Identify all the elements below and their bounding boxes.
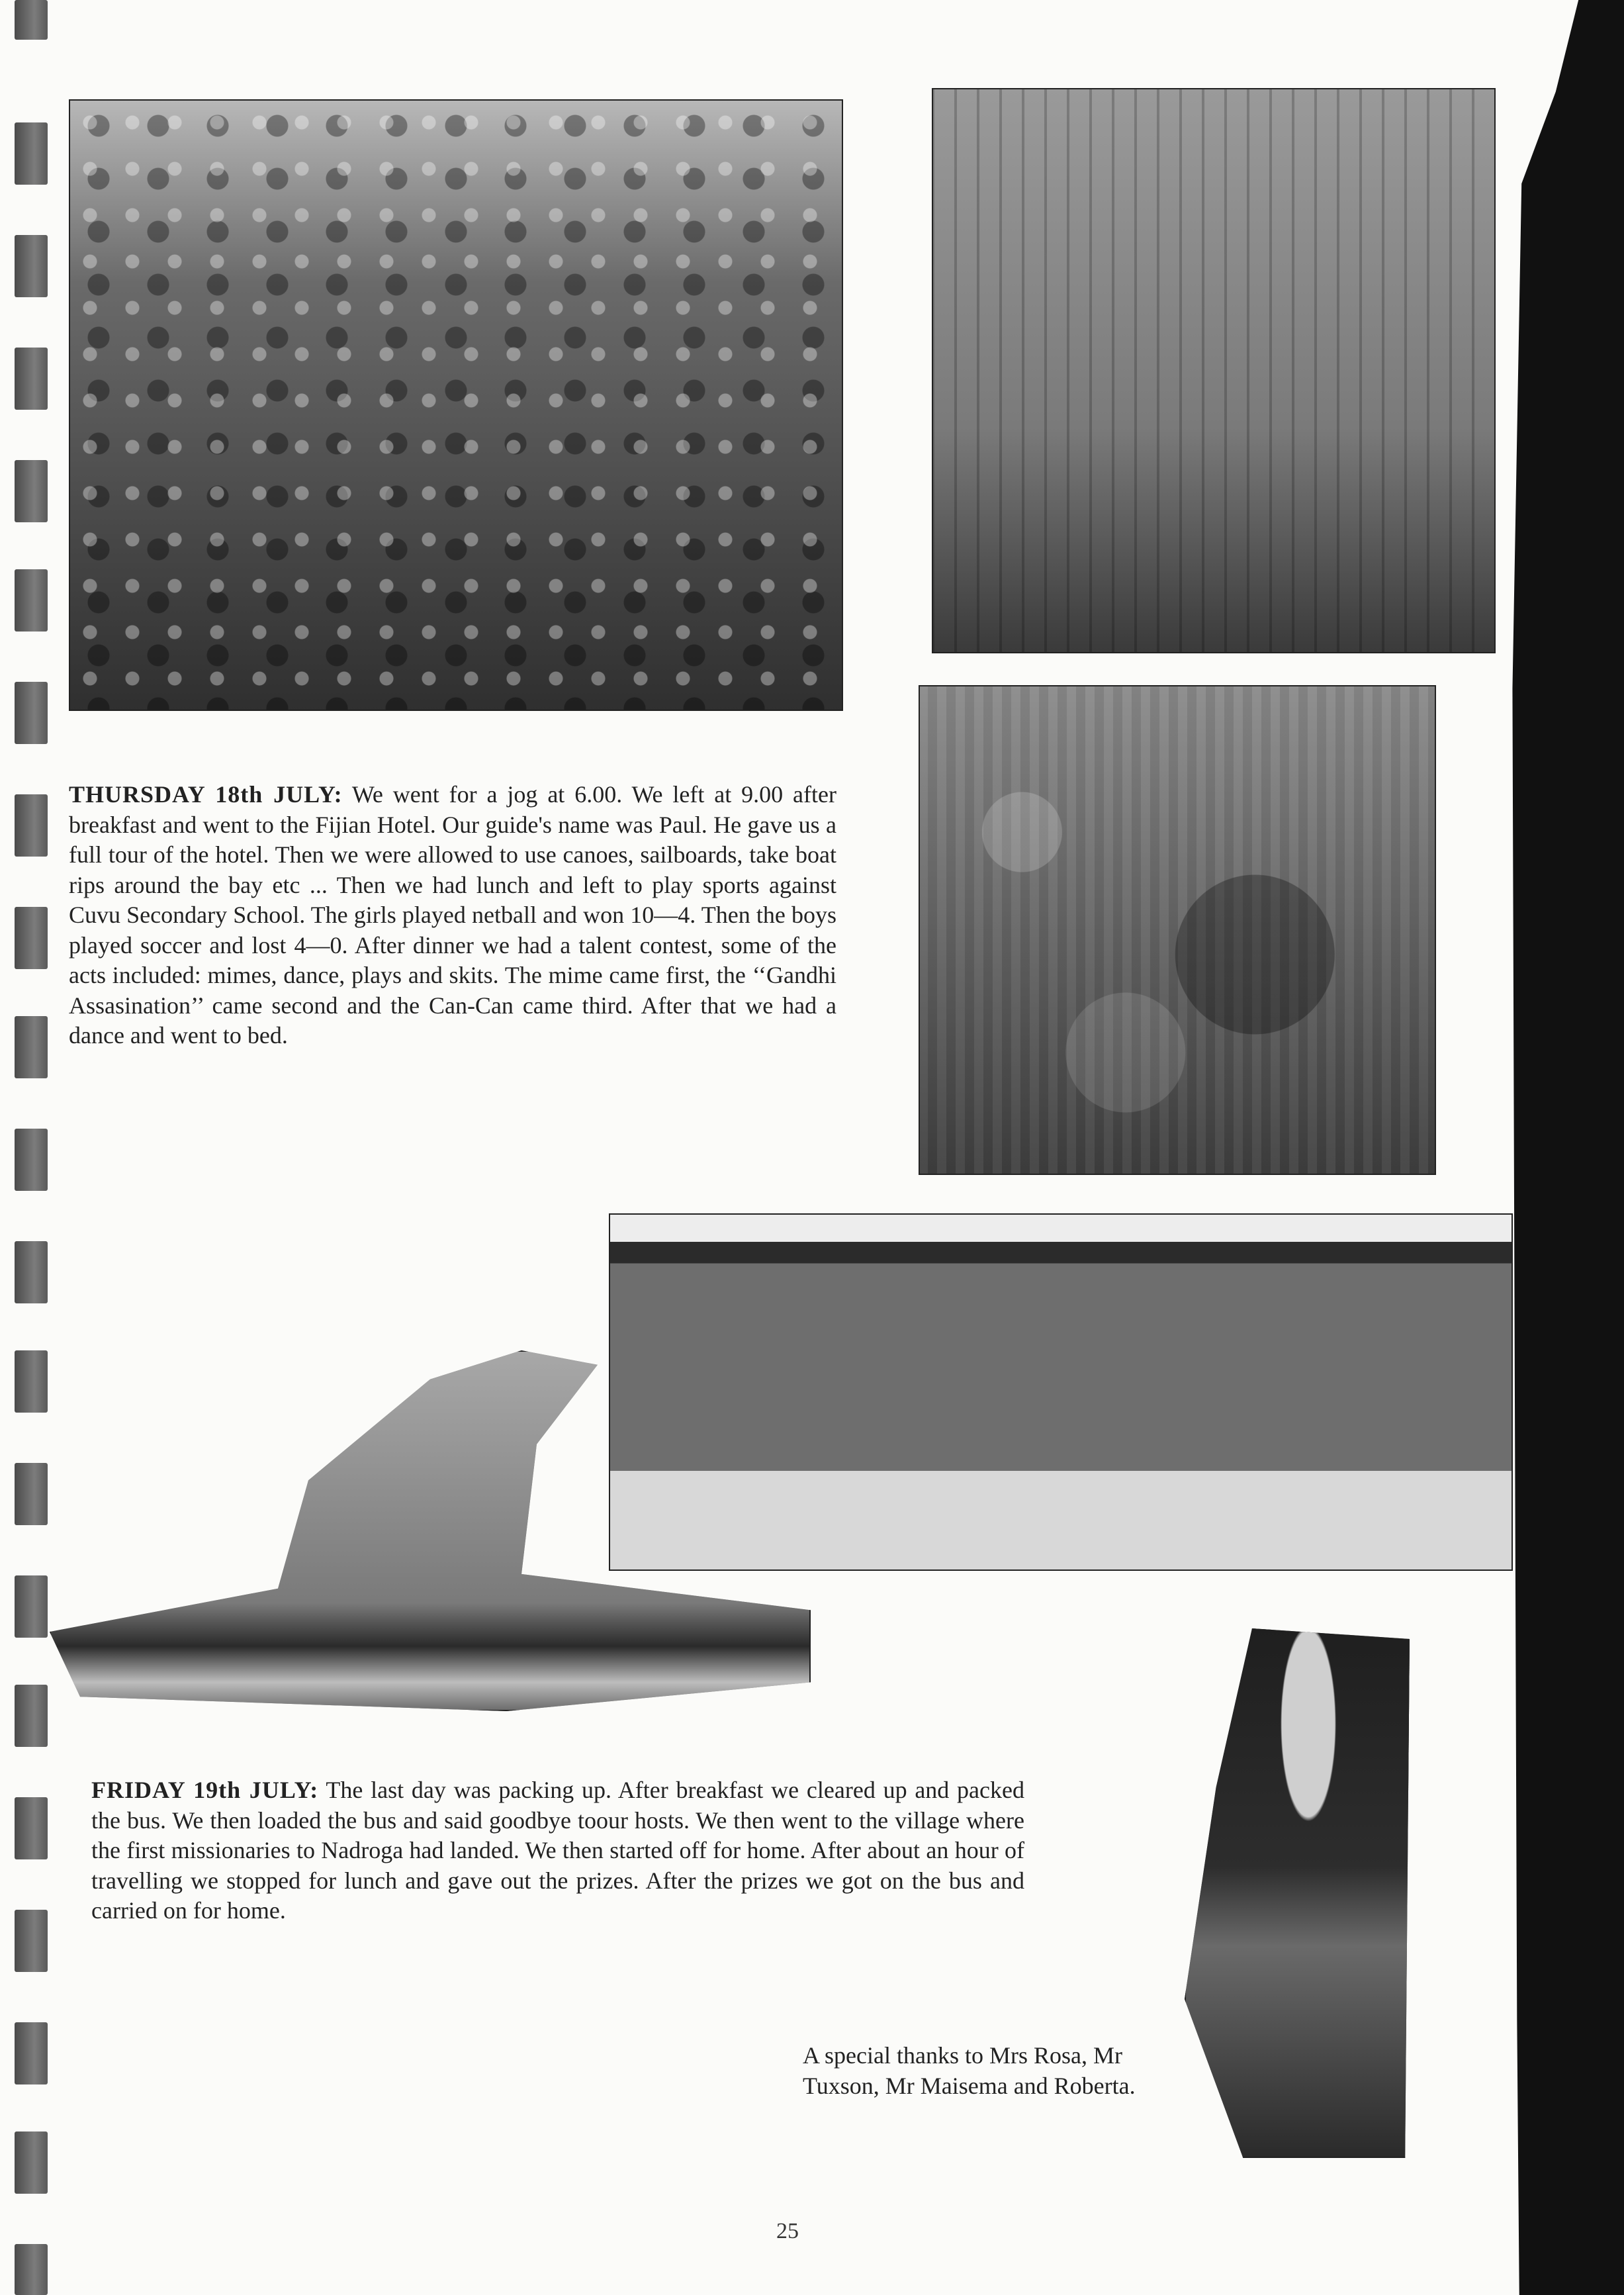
binding-hole xyxy=(15,1016,48,1078)
binding-hole xyxy=(15,2022,48,2084)
binding-hole xyxy=(15,2131,48,2194)
binding-hole xyxy=(15,0,48,40)
binding-hole xyxy=(15,1241,48,1303)
friday-entry xyxy=(91,1775,1024,1926)
binding-hole xyxy=(15,460,48,522)
thursday-entry xyxy=(69,780,836,1051)
binding-hole xyxy=(15,907,48,969)
binding-hole xyxy=(15,1129,48,1191)
binding-hole xyxy=(15,2244,48,2295)
thanks-note: A special thanks to Mrs Rosa, Mr Tuxson, Mr Maisema and Roberta. xyxy=(803,2042,1136,2099)
binding-hole xyxy=(15,1350,48,1413)
photo-children-outdoors xyxy=(919,685,1436,1175)
binding-hole xyxy=(15,235,48,297)
photo-boy-with-boxes xyxy=(932,88,1496,653)
binding-hole xyxy=(15,569,48,632)
photo-building xyxy=(609,1213,1513,1571)
binding-hole xyxy=(15,1797,48,1859)
binding-hole xyxy=(15,682,48,744)
thursday-body: We went for a jog at 6.00. We left at 9.00 after breakfast and went to the Fijian Hotel. Our guide's name was Paul. He gave us a full tour of the hotel. Then we were allowed to use canoes, sailboards, take boat rips around the bay etc ... Then we had lunch and left to play sports against Cuvu Secondary School. The girls played netball and won 10—4. Then the boys played soccer and lost 4—0. After dinner we had a talent contest, some of the acts included: mimes, dance, plays and skits. The mime came first, the ‘‘Gandhi Assasination’’ came second and the Can-Can came third. After that we had a dance and went to bed. xyxy=(69,781,836,1049)
binding-hole xyxy=(15,1685,48,1747)
binding-hole xyxy=(15,1910,48,1972)
photo-man-portrait xyxy=(1185,1628,1410,2158)
binding-hole xyxy=(15,348,48,410)
friday-body: The last day was packing up. After breakfast we cleared up and packed the bus. We then loaded the bus and said goodbye toour hosts. We then went to the village where the first missionaries to Nadroga had landed. We then started off for home. After about an hour of travelling we stopped for lunch and gave out the prizes. After the prizes we got on the bus and carried on for home. xyxy=(91,1777,1024,1924)
page-number: 25 xyxy=(776,2219,799,2243)
dark-torn-edge xyxy=(1510,0,1624,2295)
photo-seated-children xyxy=(69,99,843,711)
friday-heading: FRIDAY 19th JULY: xyxy=(91,1777,319,1803)
binding-hole xyxy=(15,794,48,857)
binding-hole xyxy=(15,1463,48,1525)
binding-hole xyxy=(15,122,48,185)
thursday-heading: THURSDAY 18th JULY: xyxy=(69,781,343,808)
binding-hole xyxy=(15,1575,48,1638)
